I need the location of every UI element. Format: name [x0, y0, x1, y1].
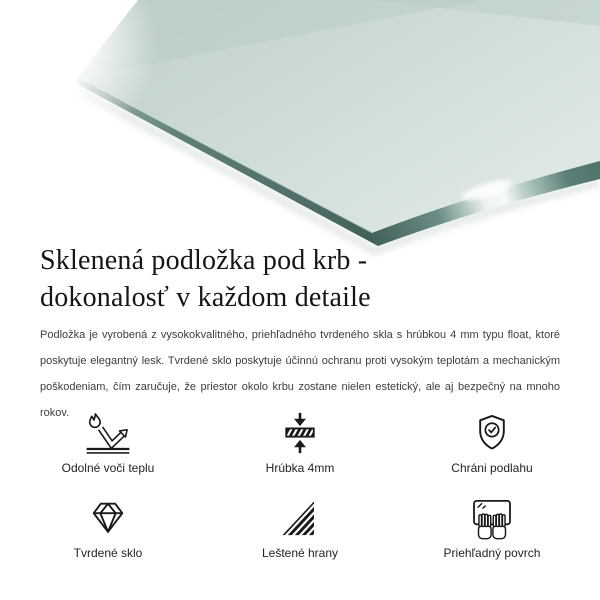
feature-transparent-surface — [396, 495, 588, 560]
page-title — [40, 242, 560, 316]
feature-label: Hrúbka 4mm — [265, 461, 335, 475]
thickness-4mm-icon — [278, 410, 322, 456]
polished-edges-icon — [279, 496, 321, 540]
shield-check-icon — [471, 410, 513, 456]
page-title-line2: dokonalosť v každom detaile — [40, 282, 371, 313]
feature-floor-protection — [396, 410, 588, 475]
intro-line: poškodeniam, čím zaručuje, že priestor okolo krbu zostane nielen estetický, ale aj bezpečný na mnoho rokov. — [40, 381, 560, 419]
feature-heat-resistant — [12, 410, 204, 475]
intro-paragraph — [40, 322, 560, 419]
glass-pane-image — [0, 0, 600, 240]
diamond-icon — [85, 497, 131, 539]
feature-label: Odolné voči teplu — [61, 461, 155, 475]
feature-label: Priehľadný povrch — [443, 546, 541, 560]
feature-thickness — [204, 410, 396, 475]
feature-tempered-glass — [12, 495, 204, 560]
intro-line: poskytuje elegantný lesk. Tvrdené sklo poskytuje účinnú ochranu proti vysokým teplotám a mechanickým — [40, 355, 560, 367]
feature-grid — [12, 410, 588, 560]
feature-label: Tvrdené sklo — [73, 546, 143, 560]
hands-holding-glass-icon — [465, 496, 519, 540]
text-content — [0, 242, 600, 419]
feature-polished-edges — [204, 495, 396, 560]
feature-label: Leštené hrany — [261, 546, 339, 560]
intro-line: Podložka je vyrobená z vysokokvalitného, priehľadného tvrdeného skla s hrúbkou 4 mm typu float, ktoré — [40, 329, 560, 341]
page-title-line1: Sklenená podložka pod krb - — [40, 245, 368, 276]
feature-label: Chráni podlahu — [451, 461, 533, 475]
heat-resistant-icon — [82, 409, 134, 457]
